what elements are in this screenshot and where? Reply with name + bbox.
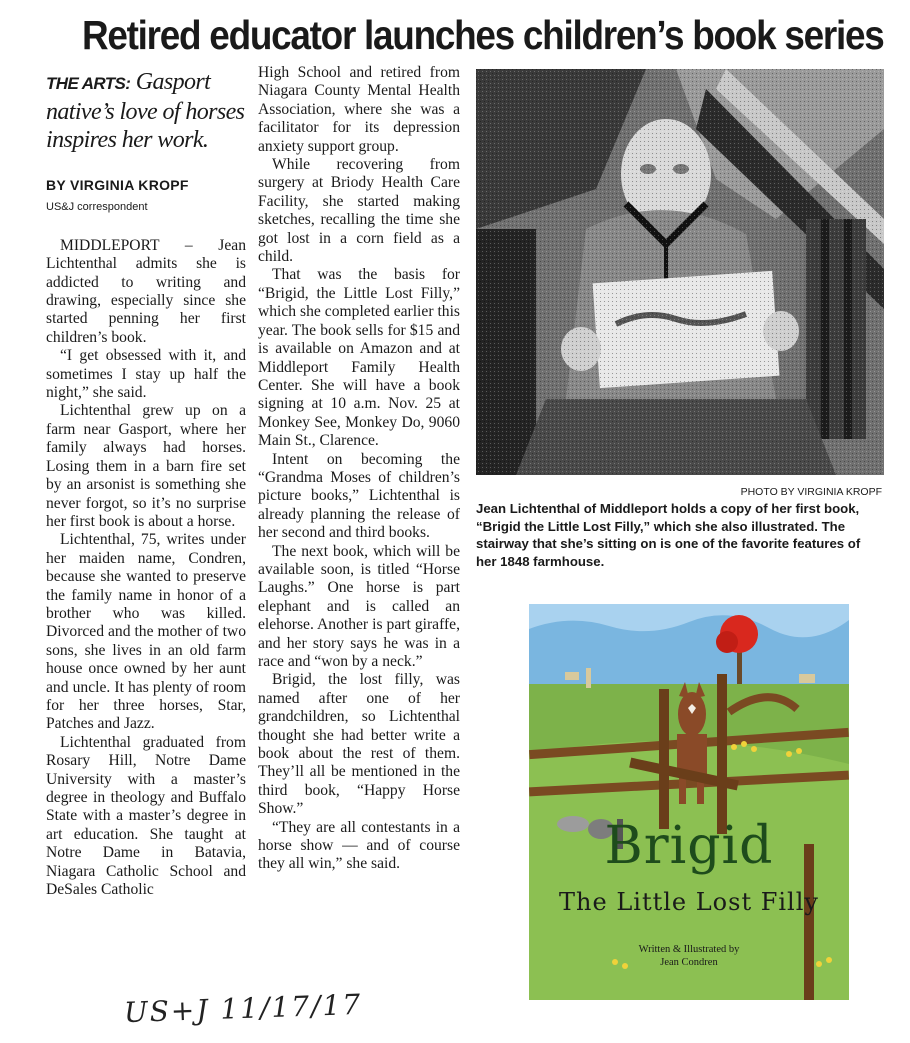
book-cover-illustration xyxy=(529,604,849,1000)
column-2 xyxy=(258,64,460,874)
kicker: THE ARTS: xyxy=(46,74,131,93)
paragraph: MIDDLEPORT – Jean Lichtenthal admits she is addicted to writing and drawing, especially since she started penning her first children’s book. xyxy=(46,236,246,346)
photo-credit: PHOTO BY VIRGINIA KROPF xyxy=(740,486,882,498)
paragraph: While recovering from surgery at Briody Health Care Facility, she started making sketches, recalling the time she got lost in a corn field as a child. xyxy=(258,156,460,266)
book-cover xyxy=(529,604,849,1000)
paragraph: High School and retired from Niagara County Mental Health Association, where she was a facilitator for its depression anxiety support group. xyxy=(258,64,460,155)
author-photo xyxy=(476,69,884,475)
column-1 xyxy=(46,68,246,899)
deck xyxy=(46,68,246,154)
paragraph: Lichtenthal, 75, writes under her maiden name, Condren, because she wanted to preserve the family name in honor of a brother who was killed. Divorced and the mother of two sons, she lives in an old farm house once owned by her aunt and uncle. It has plenty of room for her three horses, Star, Patches and Jazz. xyxy=(46,531,246,733)
paragraph: That was the basis for “Brigid, the Little Lost Filly,” which she completed earlier this year. The book sells for $15 and is available on Amazon and at Middleport Family Health Center. She will have a book signing at 10 a.m. Nov. 25 at Monkey See, Monkey Do, 9060 Main St., Clarence. xyxy=(258,266,460,450)
cover-subtitle: The Little Lost Filly xyxy=(559,888,819,916)
author-photo-illustration xyxy=(476,69,884,475)
paragraph: Intent on becoming the “Grandma Moses of children’s picture books,” Lichtenthal is already planning the release of her second and third books. xyxy=(258,450,460,542)
photo-caption: Jean Lichtenthal of Middleport holds a copy of her first book, “Brigid the Little Lost Filly,” which she also illustrated. The stairway that she’s sitting on is one of the favorite features of her 1848 farmhouse. xyxy=(476,501,861,569)
handwritten-note: US+J 11/17/17 xyxy=(123,987,363,1030)
paragraph: Lichtenthal grew up on a farm near Gasport, where her family always had horses. Losing them in a barn fire set by an arsonist is something she never forgot, so it’s no surprise her first book is about a horse. xyxy=(46,402,246,530)
headline: Retired educator launches children’s book series xyxy=(82,12,884,58)
paragraph: The next book, which will be available soon, is titled “Horse Laughs.” One horse is part elephant and is called an elehorse. Another is part giraffe, and her story says he was in a race and “won by a neck.” xyxy=(258,542,460,670)
cover-title: Brigid xyxy=(604,816,774,876)
cover-credit-line-2: Jean Condren xyxy=(660,957,718,968)
cover-credit-line-1: Written & Illustrated by xyxy=(638,944,740,955)
byline-role: US&J correspondent xyxy=(46,201,148,214)
byline: BY VIRGINIA KROPF xyxy=(46,177,189,193)
paragraph: “I get obsessed with it, and sometimes I stay up half the night,” she said. xyxy=(46,347,246,402)
deck-text: Gasport native’s love of horses inspires her work. xyxy=(46,69,245,153)
paragraph: “They are all contestants in a horse show — and of course they all win,” she said. xyxy=(258,818,460,873)
paragraph: Brigid, the lost filly, was named after one of her grandchildren, so Lichtenthal thought she had better write a book about the rest of them. They’ll all be mentioned in the third book, “Happy Horse Show.” xyxy=(258,671,460,818)
paragraph: Lichtenthal graduated from Rosary Hill, Notre Dame University with a master’s degree in theology and Buffalo State with a master’s degree in art education. She taught at Notre Dame in Batavia, Niagara Catholic School and DeSales Catholic xyxy=(46,733,246,899)
